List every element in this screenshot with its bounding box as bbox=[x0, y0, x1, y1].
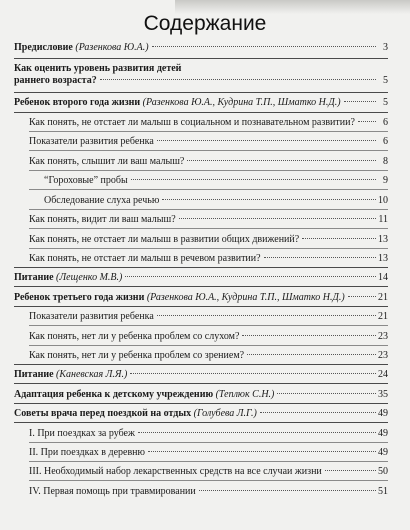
toc-page-number: 24 bbox=[378, 369, 388, 380]
toc-entry-label: Советы врача перед поездкой на отдых bbox=[14, 408, 192, 419]
toc-entry-label-line2: раннего возраста? bbox=[14, 75, 97, 86]
section-divider bbox=[14, 403, 388, 404]
dot-leader bbox=[187, 160, 376, 161]
subsection-divider bbox=[29, 461, 388, 462]
toc-page-number: 21 bbox=[378, 311, 388, 322]
dot-leader bbox=[325, 470, 376, 471]
toc-page-number: 35 bbox=[378, 389, 388, 400]
toc-entry-author: (Разенкова Ю.А.) bbox=[75, 42, 149, 53]
toc-entry-label: Как понять, не отстает ли малыш в речевом развитии? bbox=[29, 253, 261, 264]
toc-entry-label: IV. Первая помощь при травмировании bbox=[29, 486, 196, 497]
toc-subentry[interactable] bbox=[0, 253, 410, 265]
toc-page-number: 5 bbox=[383, 97, 388, 108]
section-divider bbox=[14, 112, 388, 113]
subsection-divider bbox=[29, 228, 388, 229]
toc-subentry[interactable] bbox=[0, 350, 410, 362]
toc-page-number: 50 bbox=[378, 466, 388, 477]
subsection-divider bbox=[29, 189, 388, 190]
toc-page-number: 51 bbox=[378, 486, 388, 497]
toc-page-number: 10 bbox=[378, 195, 388, 206]
section-divider bbox=[14, 383, 388, 384]
toc-page-number: 5 bbox=[383, 75, 388, 86]
toc-page-number: 3 bbox=[383, 42, 388, 53]
toc-entry-author: (Разенкова Ю.А., Кудрина Т.П., Шматко Н.Д.) bbox=[142, 97, 341, 108]
toc-page-number: 49 bbox=[378, 408, 388, 419]
toc-entry-adaptation[interactable] bbox=[0, 389, 410, 401]
toc-entry-label: Как понять, не отстает ли малыш в социальном и познавательном развитии? bbox=[29, 117, 355, 128]
toc-entry-label: Как понять, нет ли у ребенка проблем со слухом? bbox=[29, 331, 240, 342]
dot-leader bbox=[242, 335, 376, 336]
dot-leader bbox=[100, 79, 376, 80]
section-divider bbox=[14, 364, 388, 365]
toc-entry-nutrition[interactable] bbox=[0, 272, 410, 284]
toc-page-number: 23 bbox=[378, 331, 388, 342]
dot-leader bbox=[131, 179, 376, 180]
dot-leader bbox=[358, 121, 376, 122]
section-divider bbox=[14, 267, 388, 268]
dot-leader bbox=[157, 140, 376, 141]
toc-subentry[interactable] bbox=[0, 175, 410, 187]
toc-page-number: 23 bbox=[378, 350, 388, 361]
toc-entry-author: (Голубева Л.Г.) bbox=[193, 408, 257, 419]
toc-page-number: 21 bbox=[378, 292, 388, 303]
toc-entry-label: “Гороховые” пробы bbox=[44, 175, 128, 186]
section-divider bbox=[14, 58, 388, 59]
page-title: Содержание bbox=[143, 12, 267, 35]
toc-page-number: 49 bbox=[378, 447, 388, 458]
toc-entry-label: Ребенок второго года жизни bbox=[14, 97, 141, 108]
dot-leader bbox=[247, 354, 376, 355]
toc-subentry[interactable] bbox=[0, 331, 410, 343]
toc-subentry[interactable] bbox=[0, 428, 410, 440]
section-divider bbox=[14, 422, 388, 423]
subsection-divider bbox=[29, 442, 388, 443]
subsection-divider bbox=[29, 325, 388, 326]
dot-leader bbox=[148, 451, 376, 452]
toc-subentry[interactable] bbox=[0, 195, 410, 207]
toc-page-number: 13 bbox=[378, 253, 388, 264]
toc-subentry[interactable] bbox=[0, 234, 410, 246]
subsection-divider bbox=[29, 170, 388, 171]
dot-leader bbox=[130, 373, 376, 374]
toc-entry-label: III. Необходимый набор лекарственных средств на все случаи жизни bbox=[29, 466, 322, 477]
toc-page-number: 49 bbox=[378, 428, 388, 439]
toc-entry-label: Питание bbox=[14, 369, 54, 380]
toc-entry-author: (Разенкова Ю.А., Кудрина Т.П., Шматко Н.Д.) bbox=[146, 292, 345, 303]
toc-page-number: 6 bbox=[383, 136, 388, 147]
toc-entry-label: II. При поездках в деревню bbox=[29, 447, 146, 458]
toc-page-number: 6 bbox=[383, 117, 388, 128]
subsection-divider bbox=[29, 480, 388, 481]
toc-entry-author: (Теплюк С.Н.) bbox=[215, 389, 275, 400]
toc-entry-label: Питание bbox=[14, 272, 54, 283]
dot-leader bbox=[162, 199, 376, 200]
toc-entry-third-year[interactable] bbox=[0, 292, 410, 304]
toc-page-number: 11 bbox=[378, 214, 388, 225]
toc-entry-label: Предисловие bbox=[14, 42, 73, 53]
dot-leader bbox=[264, 257, 376, 258]
dot-leader bbox=[344, 101, 376, 102]
toc-subentry[interactable] bbox=[0, 466, 410, 478]
toc-entry-label: Обследование слуха речью bbox=[44, 195, 160, 206]
dot-leader bbox=[302, 238, 376, 239]
section-divider bbox=[14, 306, 388, 307]
toc-subentry[interactable] bbox=[0, 117, 410, 129]
toc-entry-second-year[interactable] bbox=[0, 97, 410, 109]
toc-entry-label: Как понять, нет ли у ребенка проблем со зрением? bbox=[29, 350, 245, 361]
toc-subentry[interactable] bbox=[0, 447, 410, 459]
dot-leader bbox=[138, 432, 376, 433]
subsection-divider bbox=[29, 345, 388, 346]
toc-entry-label: Как понять, не отстает ли малыш в развитии общих движений? bbox=[29, 234, 300, 245]
toc-subentry[interactable] bbox=[0, 486, 410, 498]
toc-entry-label: Как оценить уровень развития детей bbox=[14, 63, 182, 74]
subsection-divider bbox=[29, 150, 388, 151]
toc-entry-preface[interactable] bbox=[0, 42, 410, 54]
toc-entry-label: Ребенок третьего года жизни bbox=[14, 292, 145, 303]
toc-entry-assessment[interactable] bbox=[0, 63, 410, 87]
toc-entry-author: (Каневская Л.Я.) bbox=[56, 369, 128, 380]
section-divider bbox=[14, 92, 388, 93]
dot-leader bbox=[125, 276, 376, 277]
subsection-divider bbox=[29, 131, 388, 132]
dot-leader bbox=[199, 490, 376, 491]
toc-page-number: 9 bbox=[383, 175, 388, 186]
toc-subentry[interactable] bbox=[0, 214, 410, 226]
dot-leader bbox=[179, 218, 376, 219]
toc-subentry[interactable] bbox=[0, 311, 410, 323]
dot-leader bbox=[260, 412, 376, 413]
toc-entry-travel-advice[interactable] bbox=[0, 408, 410, 420]
toc-entry-label: Как понять, слышит ли ваш малыш? bbox=[29, 156, 185, 167]
toc-entry-label: Показатели развития ребенка bbox=[29, 136, 154, 147]
toc-page-number: 14 bbox=[378, 272, 388, 283]
toc-entry-label: I. При поездках за рубеж bbox=[29, 428, 135, 439]
toc-entry-label: Показатели развития ребенка bbox=[29, 311, 154, 322]
toc-entry-label: Адаптация ребенка к детскому учреждению bbox=[14, 389, 214, 400]
dot-leader bbox=[348, 296, 376, 297]
dot-leader bbox=[152, 46, 376, 47]
toc-entry-label: Как понять, видит ли ваш малыш? bbox=[29, 214, 176, 225]
dot-leader bbox=[157, 315, 376, 316]
toc-entry-nutrition-2[interactable] bbox=[0, 369, 410, 381]
subsection-divider bbox=[29, 248, 388, 249]
toc-subentry[interactable] bbox=[0, 156, 410, 168]
subsection-divider bbox=[29, 209, 388, 210]
toc-page-number: 13 bbox=[378, 234, 388, 245]
toc-entry-author: (Лещенко М.В.) bbox=[56, 272, 123, 283]
section-divider bbox=[14, 286, 388, 287]
dot-leader bbox=[277, 393, 376, 394]
toc-page-number: 8 bbox=[383, 156, 388, 167]
toc-subentry[interactable] bbox=[0, 136, 410, 148]
